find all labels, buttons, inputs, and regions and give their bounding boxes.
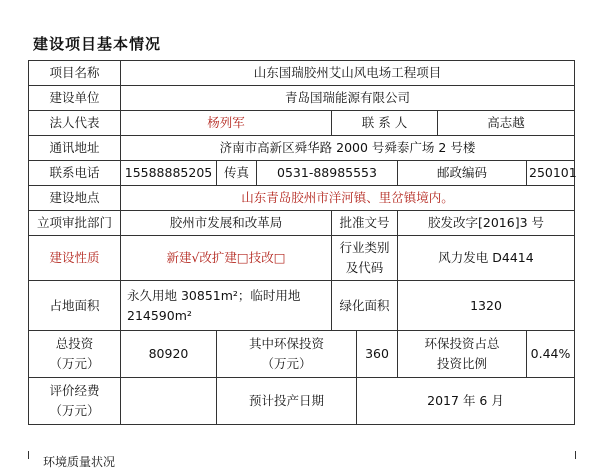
value-contact-person: 高志越	[438, 111, 575, 136]
section-title: 建设项目基本情况	[33, 35, 162, 53]
value-project-name: 山东国瑞胶州艾山风电场工程项目	[121, 61, 575, 86]
row-nature	[29, 236, 575, 281]
label-location: 建设地点	[29, 186, 121, 211]
row-phone	[29, 161, 575, 186]
row-project-name	[29, 61, 575, 86]
label-total-invest-line2: （万元）	[49, 356, 100, 371]
label-land-area: 占地面积	[29, 281, 121, 331]
label-env-ratio	[398, 331, 527, 378]
value-nature: 新建√改扩建□技改□	[121, 236, 332, 281]
value-construction-unit: 青岛国瑞能源有限公司	[121, 86, 575, 111]
label-postcode: 邮政编码	[398, 161, 527, 186]
value-phone: 15588885205	[121, 161, 217, 186]
next-section-peek	[28, 451, 576, 469]
row-land-area	[29, 281, 575, 331]
value-land-area-line2: 214590m²	[127, 307, 192, 323]
label-phone: 联系电话	[29, 161, 121, 186]
value-land-area	[121, 281, 332, 331]
row-location	[29, 186, 575, 211]
label-eval-fee-line2: （万元）	[49, 403, 100, 418]
label-approval-doc: 批准文号	[332, 211, 398, 236]
label-address: 通讯地址	[29, 136, 121, 161]
value-env-invest: 360	[357, 331, 398, 378]
label-production-date: 预计投产日期	[217, 378, 357, 425]
label-contact-person: 联 系 人	[332, 111, 438, 136]
row-investment	[29, 331, 575, 378]
value-eval-fee	[121, 378, 217, 425]
label-env-invest-line1: 其中环保投资	[248, 336, 324, 351]
value-approval-doc: 胶发改字[2016]3 号	[398, 211, 575, 236]
label-env-ratio-line2: 投资比例	[436, 356, 487, 371]
value-total-invest: 80920	[121, 331, 217, 378]
label-eval-fee-line1: 评价经费	[49, 383, 100, 398]
label-industry-line1: 行业类别	[339, 240, 390, 255]
value-industry: 风力发电 D4414	[398, 236, 575, 281]
label-env-invest	[217, 331, 357, 378]
project-info-table	[28, 60, 575, 425]
label-fax: 传真	[217, 161, 257, 186]
label-industry-line2: 及代码	[345, 260, 384, 275]
row-legal-rep	[29, 111, 575, 136]
value-land-area-line1: 永久用地 30851m²；临时用地	[127, 287, 301, 303]
label-env-invest-line2: （万元）	[261, 356, 312, 371]
value-address: 济南市高新区舜华路 2000 号舜泰广场 2 号楼	[121, 136, 575, 161]
row-construction-unit	[29, 86, 575, 111]
label-eval-fee	[29, 378, 121, 425]
label-construction-unit: 建设单位	[29, 86, 121, 111]
row-eval-fee	[29, 378, 575, 425]
label-project-name: 项目名称	[29, 61, 121, 86]
value-legal-rep: 杨列军	[121, 111, 332, 136]
value-location: 山东青岛胶州市洋河镇、里岔镇境内。	[121, 186, 575, 211]
label-env-ratio-line1: 环保投资占总	[424, 336, 500, 351]
value-postcode: 250101	[527, 161, 575, 186]
value-production-date: 2017 年 6 月	[357, 378, 575, 425]
label-green-area: 绿化面积	[332, 281, 398, 331]
value-approval-dept: 胶州市发展和改革局	[121, 211, 332, 236]
label-total-invest-line1: 总投资	[55, 336, 94, 351]
value-fax: 0531-88985553	[257, 161, 398, 186]
row-approval	[29, 211, 575, 236]
label-approval-dept: 立项审批部门	[29, 211, 121, 236]
label-nature: 建设性质	[29, 236, 121, 281]
value-green-area: 1320	[398, 281, 575, 331]
next-section-title: 环境质量状况	[43, 455, 116, 469]
row-address	[29, 136, 575, 161]
label-total-invest	[29, 331, 121, 378]
label-industry	[332, 236, 398, 281]
label-legal-rep: 法人代表	[29, 111, 121, 136]
value-env-ratio: 0.44%	[527, 331, 575, 378]
